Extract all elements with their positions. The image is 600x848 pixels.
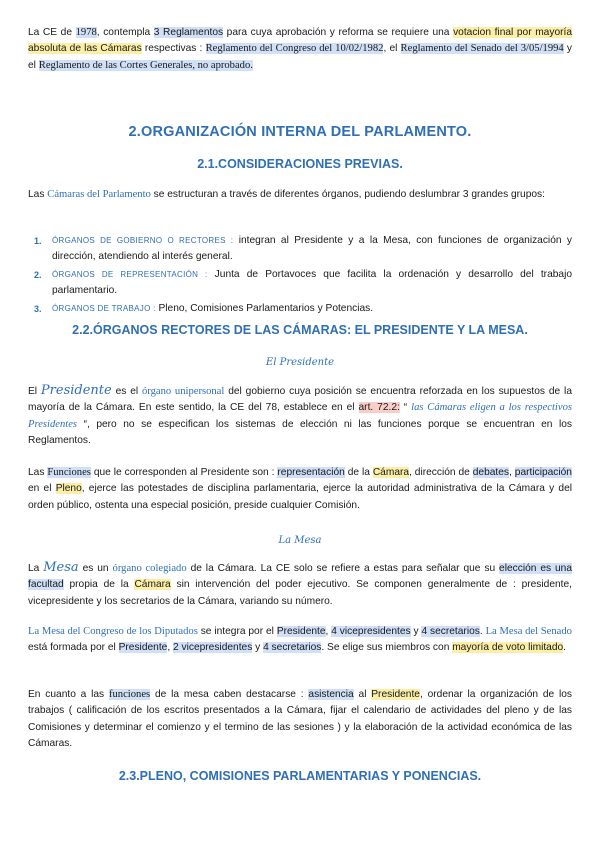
representacion-highlight: representación [277, 467, 345, 478]
presidente-highlight: Presidente [118, 642, 168, 654]
secretarios-highlight: 4 secretarios [421, 626, 480, 637]
mayoria-highlight: mayoría de voto limitado [452, 642, 564, 654]
funciones-highlight: funciones [108, 689, 151, 700]
debates-highlight: debates [472, 467, 510, 478]
list-item: 1. ÓRGANOS DE GOBIERNO O RECTORES : integran al Presidente y a la Mesa, con funciones de organización y dirección, atendiendo al interés general. [34, 235, 573, 263]
eleccion-highlight: elección es una facultad [28, 563, 572, 591]
presidente-highlight: Presidente [371, 689, 420, 700]
mesa-congreso-term: La Mesa del Congreso de los Diputados [28, 626, 198, 637]
heading-presidente: El Presidente [265, 357, 335, 368]
camaras-term: Cámaras del Parlamento [47, 189, 151, 200]
presidente-highlight: Presidente [276, 626, 326, 637]
intro-paragraph: La CE de 1978, contempla 3 Reglamentos para cuya aprobación y reforma se requiere una votacion final por mayoría absoluta de las Cámaras respectivas : Reglamento del Congreso del 10/02/1982, el Reglamento del Senado del 3/05/1994 y el Reglamento de las Cortes Generales, no aprobado. [28, 27, 572, 71]
heading-organizacion: 2.ORGANIZACIÓN INTERNA DEL PARLAMENTO. [128, 124, 472, 140]
list-item: 2. ÓRGANOS DE REPRESENTACIÓN : Junta de Portavoces que facilita la ordenación y desarrollo del trabajo parlamentario. [34, 268, 572, 297]
funciones-mesa-paragraph: En cuanto a las funciones de la mesa caben destacarse : asistencia al Presidente, ordenar la organización de los trabajos ( calificación de los escritos presentados a la Cámara, fijar el calendario de actividades del pleno y de las Comisiones y determinar el comienzo y el termino de las sesiones ) y la elaboración de la actividad económica de las Cámaras. [28, 689, 573, 750]
mesa-composicion-paragraph: La Mesa del Congreso de los Diputados se integra por el Presidente, 4 vicepresidentes y 4 secretarios. La Mesa del Senado está formada por el Presidente, 2 vicepresidentes y 4 secretarios. Se elige sus miembros con mayoría de voto limitado. [28, 626, 572, 654]
presidente-paragraph: El Presidente es el órgano unipersonal del gobierno cuya posición se encuentra reforzada en los supuestos de la mayoría de la Cámara. En este sentido, la CE del 78, establece en el art. 72.2: “ las Cámaras eligen a los respectivos Presidentes “, pero no se especifican los sistemas de elección ni las funciones porque se encuentran en los Reglamentos. [28, 383, 572, 447]
camara-highlight: Cámara [134, 579, 171, 591]
year-highlight: 1978 [75, 27, 97, 38]
reg-congreso-highlight: Reglamento del Congreso del 10/02/1982 [205, 43, 384, 55]
reglamentos-highlight: 3 Reglamentos [153, 27, 224, 38]
vicepresidentes-highlight: 4 vicepresidentes [331, 626, 411, 637]
heading-mesa: La Mesa [278, 535, 322, 546]
camara-highlight: Cámara [372, 467, 410, 478]
votacion-highlight: votacion final por mayoría absoluta de las Cámaras [28, 27, 572, 55]
heading-rectores: 2.2.ÓRGANOS RECTORES DE LAS CÁMARAS: EL PRESIDENTE Y LA MESA. [72, 323, 528, 337]
mesa-paragraph: La Mesa es un órgano colegiado de la Cámara. La CE solo se refiere a estas para señalar que su elección es una facultad propia de la Cámara sin intervención del poder ejecutivo. Se componen generalmente de : presidente, vicepresidente y los secretarios de la Cámara, variando su número. [28, 560, 572, 607]
heading-pleno: 2.3.PLENO, COMISIONES PARLAMENTARIAS Y PONENCIAS. [118, 769, 482, 783]
secretarios-highlight: 4 secretarios [263, 642, 322, 654]
heading-consideraciones: 2.1.CONSIDERACIONES PREVIAS. [197, 157, 403, 171]
funciones-highlight: Funciones [47, 467, 91, 478]
pleno-highlight: Pleno [55, 483, 82, 495]
presidente-script-term: Presidente [40, 383, 112, 398]
participacion-highlight: participación [514, 467, 572, 478]
list-item: 3. ÓRGANOS DE TRABAJO : Pleno, Comisiones Parlamentarios y Potencias. [34, 302, 374, 314]
consideraciones-paragraph: Las Cámaras del Parlamento se estructuran a través de diferentes órganos, pudiendo deslumbrar 3 grandes grupos: [28, 189, 545, 200]
reg-senado-highlight: Reglamento del Senado del 3/05/1994 [400, 43, 564, 55]
art-highlight: art. 72.2: [358, 402, 400, 414]
organo-unipersonal-term: órgano unipersonal [142, 386, 225, 397]
grupos-list [28, 233, 572, 318]
funciones-paragraph: Las Funciones que le corresponden al Presidente son : representación de la Cámara, dirección de debates, participación en el Pleno, ejerce las potestades de disciplina parlamentaria, ejerce la autoridad administrativa de la Cámara y del orden público, ostenta una especial posición, preside cualquier Comisión. [28, 467, 572, 511]
asistencia-highlight: asistencia [308, 689, 354, 700]
reg-cortes-highlight: Reglamento de las Cortes Generales, no aprobado. [38, 59, 253, 71]
vicepresidentes-highlight: 2 vicepresidentes [173, 642, 253, 654]
organo-colegiado-term: órgano colegiado [112, 563, 187, 574]
mesa-senado-term: La Mesa del Senado [485, 626, 572, 637]
article-quote: las Cámaras eligen a los respectivos Presidentes [28, 402, 572, 430]
mesa-script-term: Mesa [43, 560, 79, 575]
